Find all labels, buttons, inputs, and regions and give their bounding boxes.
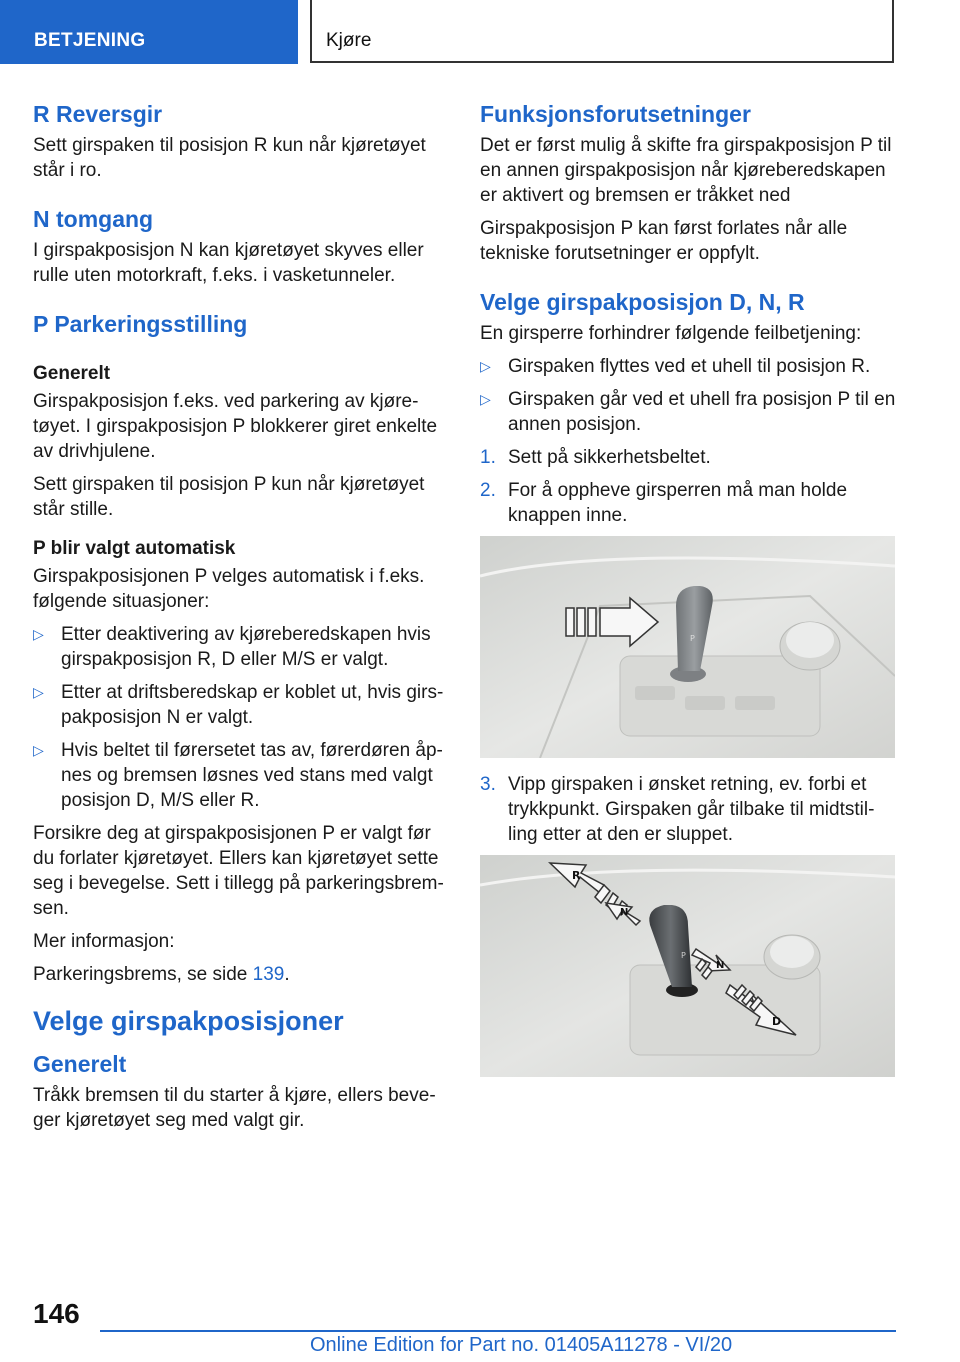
more-info-label: Mer informasjon: [33,931,175,952]
r-reverse-title: R Reversgir [33,101,163,127]
footer-divider [100,1330,896,1332]
r-reverse-text: Sett girspaken til posisjon R kun når kjøretøyet står i ro. [33,135,426,181]
step-number: 3. [480,774,496,795]
gear-lever-button-illustration [480,536,895,758]
list-item [33,622,448,672]
reference-page-link[interactable]: 139 [252,964,285,985]
prerequisites-paragraph-1: Det er først mulig å skifte fra girspakposisjon P til en annen girspakposisjon når kjøreberedskapen er aktivert og bremsen er tråkket ned [480,135,892,206]
right-column [480,100,896,1091]
lever-position-glyph: P [690,634,695,643]
list-item [480,354,896,379]
general-heading: Generelt [33,363,111,384]
direction-n-label-lower: N [716,960,725,971]
header-chapter-label: Kjøre [326,30,372,51]
footer-edition-text: Online Edition for Part no. 01405A11278 - VI/20 [310,1334,733,1356]
p-park-title: P Parkeringsstilling [33,311,248,337]
step-text: Vipp girspaken i ønsket retning, ev. forbi et trykkpunkt. Girspaken går tilbake til midtstilling etter at den er sluppet. [508,774,875,845]
reference-text: Parkeringsbrems, se side [33,964,253,985]
list-item-text: Girspaken går ved et uhell fra posisjon P til en annen posisjon. [508,389,896,435]
select-positions-title: Velge girspakposisjoner [33,1006,344,1036]
select-general-title: Generelt [33,1051,127,1077]
direction-r-label: R [572,869,581,882]
direction-d-label: D [772,1015,782,1028]
direction-n-label-upper: N [620,907,629,918]
list-item-text: Etter at driftsberedskap er koblet ut, hvis girspakposisjon N er valgt. [61,682,444,728]
step-item [480,478,896,528]
triangle-bullet-icon: ▷ [33,742,44,758]
auto-park-heading: P blir valgt automatisk [33,538,236,559]
page-number: 146 [33,1298,80,1329]
left-column [33,100,448,1141]
general-paragraph-1: Girspakposisjon f.eks. ved parkering av kjøretøyet. I girspakposisjon P blokkerer giret enkelte av drivhjulene. [33,391,438,462]
list-item-text: Girspaken flyttes ved et uhell til posisjon R. [508,356,871,377]
prerequisites-paragraph-2: Girspakposisjon P kan først forlates når alle tekniske forutsetninger er oppfylt. [480,218,848,264]
step-number: 2. [480,480,496,501]
triangle-bullet-icon: ▷ [33,684,44,700]
list-item [33,680,448,730]
list-item [33,738,448,813]
header-chapter-box [310,0,894,63]
select-dnr-intro: En girsperre forhindrer følgende feilbetjening: [480,323,862,344]
triangle-bullet-icon: ▷ [480,391,491,407]
list-item-text: Hvis beltet til førersetet tas av, førerdøren åpnes og bremsen løsnes ved stans med valgt posisjon D, M/S eller R. [61,740,443,811]
step-number: 1. [480,447,496,468]
select-general-text: Tråkk bremsen til du starter å kjøre, ellers beveger kjøretøyet seg med valgt gir. [33,1085,436,1131]
n-neutral-text: I girspakposisjon N kan kjøretøyet skyves eller rulle uten motorkraft, f.eks. i vasketunneler. [33,240,424,286]
auto-park-intro: Girspakposisjonen P velges automatisk i f.eks. følgende situasjoner: [33,566,425,612]
lever-position-glyph: P [681,951,686,960]
triangle-bullet-icon: ▷ [480,358,491,374]
warning-text: Forsikre deg at girspakposisjonen P er valgt før du forlater kjøretøyet. Ellers kan kjøretøyet sette seg i bevegelse. Sett i tillegg på parkeringsbremsen. [33,823,444,919]
select-dnr-title: Velge girspakposisjon D, N, R [480,289,805,315]
prerequisites-title: Funksjonsforutsetninger [480,101,751,127]
triangle-bullet-icon: ▷ [33,626,44,642]
step-item [480,772,896,847]
gear-lever-button-drawing [480,536,895,758]
list-item-text: Etter deaktivering av kjøreberedskapen hvis girspakposisjon R, D eller M/S er valgt. [61,624,431,670]
step-text: Sett på sikkerhetsbeltet. [508,447,711,468]
step-text: For å oppheve girsperren må man holde knappen inne. [508,480,848,526]
general-paragraph-2: Sett girspaken til posisjon P kun når kjøretøyet står stille. [33,474,425,520]
gear-lever-direction-drawing [480,855,895,1077]
page-reference [33,962,448,987]
step-item [480,445,896,470]
n-neutral-title: N tomgang [33,206,154,232]
gear-lever-direction-illustration [480,855,895,1077]
header-section-label: BETJENING [34,30,146,51]
list-item [480,387,896,437]
header-section-tab [0,0,298,64]
reference-end: . [284,964,290,985]
